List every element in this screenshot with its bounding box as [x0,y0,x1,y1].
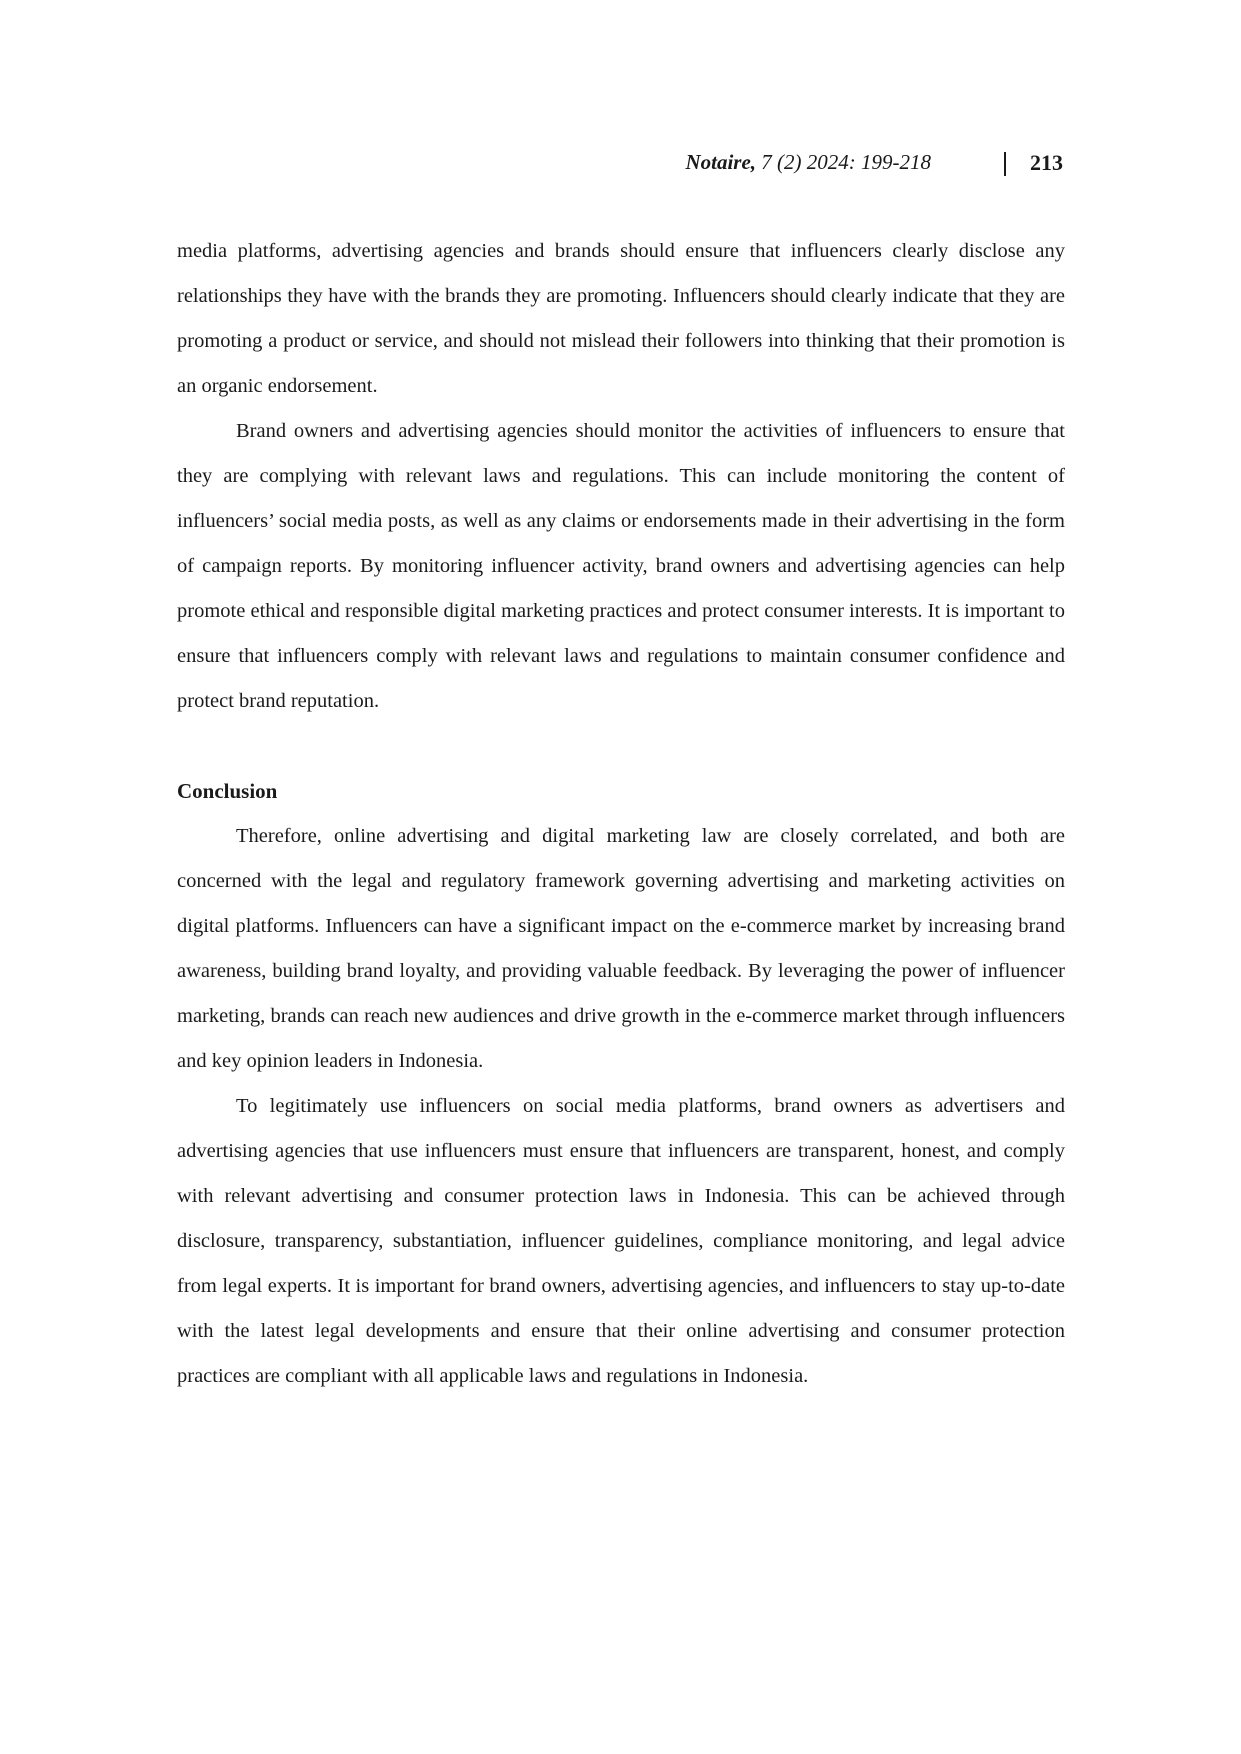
paragraph-conclusion-1: Therefore, online advertising and digital marketing law are closely correlated, and both are concerned with the legal and regulatory framework governing advertising and marketing activities on digital platforms. Influencers can have a significant impact on the e-commerce market by increasing brand awareness, building brand loyalty, and providing valuable feedback. By leveraging the power of influencer marketing, brands can reach new audiences and drive growth in the e-commerce market through influencers and key opinion leaders in Indonesia. [177,825,1065,1072]
running-head [0,150,1241,184]
paragraph-conclusion-2: To legitimately use influencers on social media platforms, brand owners as advertisers and advertising agencies that use influencers must ensure that influencers are transparent, honest, and comply with relevant advertising and consumer protection laws in Indonesia. This can be achieved through disclosure, transparency, substantiation, influencer guidelines, compliance monitoring, and legal advice from legal experts. It is important for brand owners, advertising agencies, and influencers to stay up-to-date with the latest legal developments and ensure that their online advertising and consumer protection practices are compliant with all applicable laws and regulations in Indonesia. [177,1095,1065,1387]
journal-citation [685,150,931,175]
header-divider [1004,152,1006,176]
journal-name: Notaire, [685,150,757,174]
journal-issue: 7 (2) 2024: 199-218 [756,150,931,174]
page-number: 213 [1030,150,1063,175]
paragraph-continued: media platforms, advertising agencies and brands should ensure that influencers clearly disclose any relationships they have with the brands they are promoting. Influencers should clearly indicate that they are promoting a product or service, and should not mislead their followers into thinking that their promotion is an organic endorsement. [177,240,1065,397]
section-heading-conclusion: Conclusion [177,779,278,803]
page-body [177,229,1065,1399]
paragraph-monitoring: Brand owners and advertising agencies should monitor the activities of influencers to ensure that they are complying with relevant laws and regulations. This can include monitoring the content of influencers’ social media posts, as well as any claims or endorsements made in their advertising in the form of campaign reports. By monitoring influencer activity, brand owners and advertising agencies can help promote ethical and responsible digital marketing practices and protect consumer interests. It is important to ensure that influencers comply with relevant laws and regulations to maintain consumer confidence and protect brand reputation. [177,420,1065,712]
